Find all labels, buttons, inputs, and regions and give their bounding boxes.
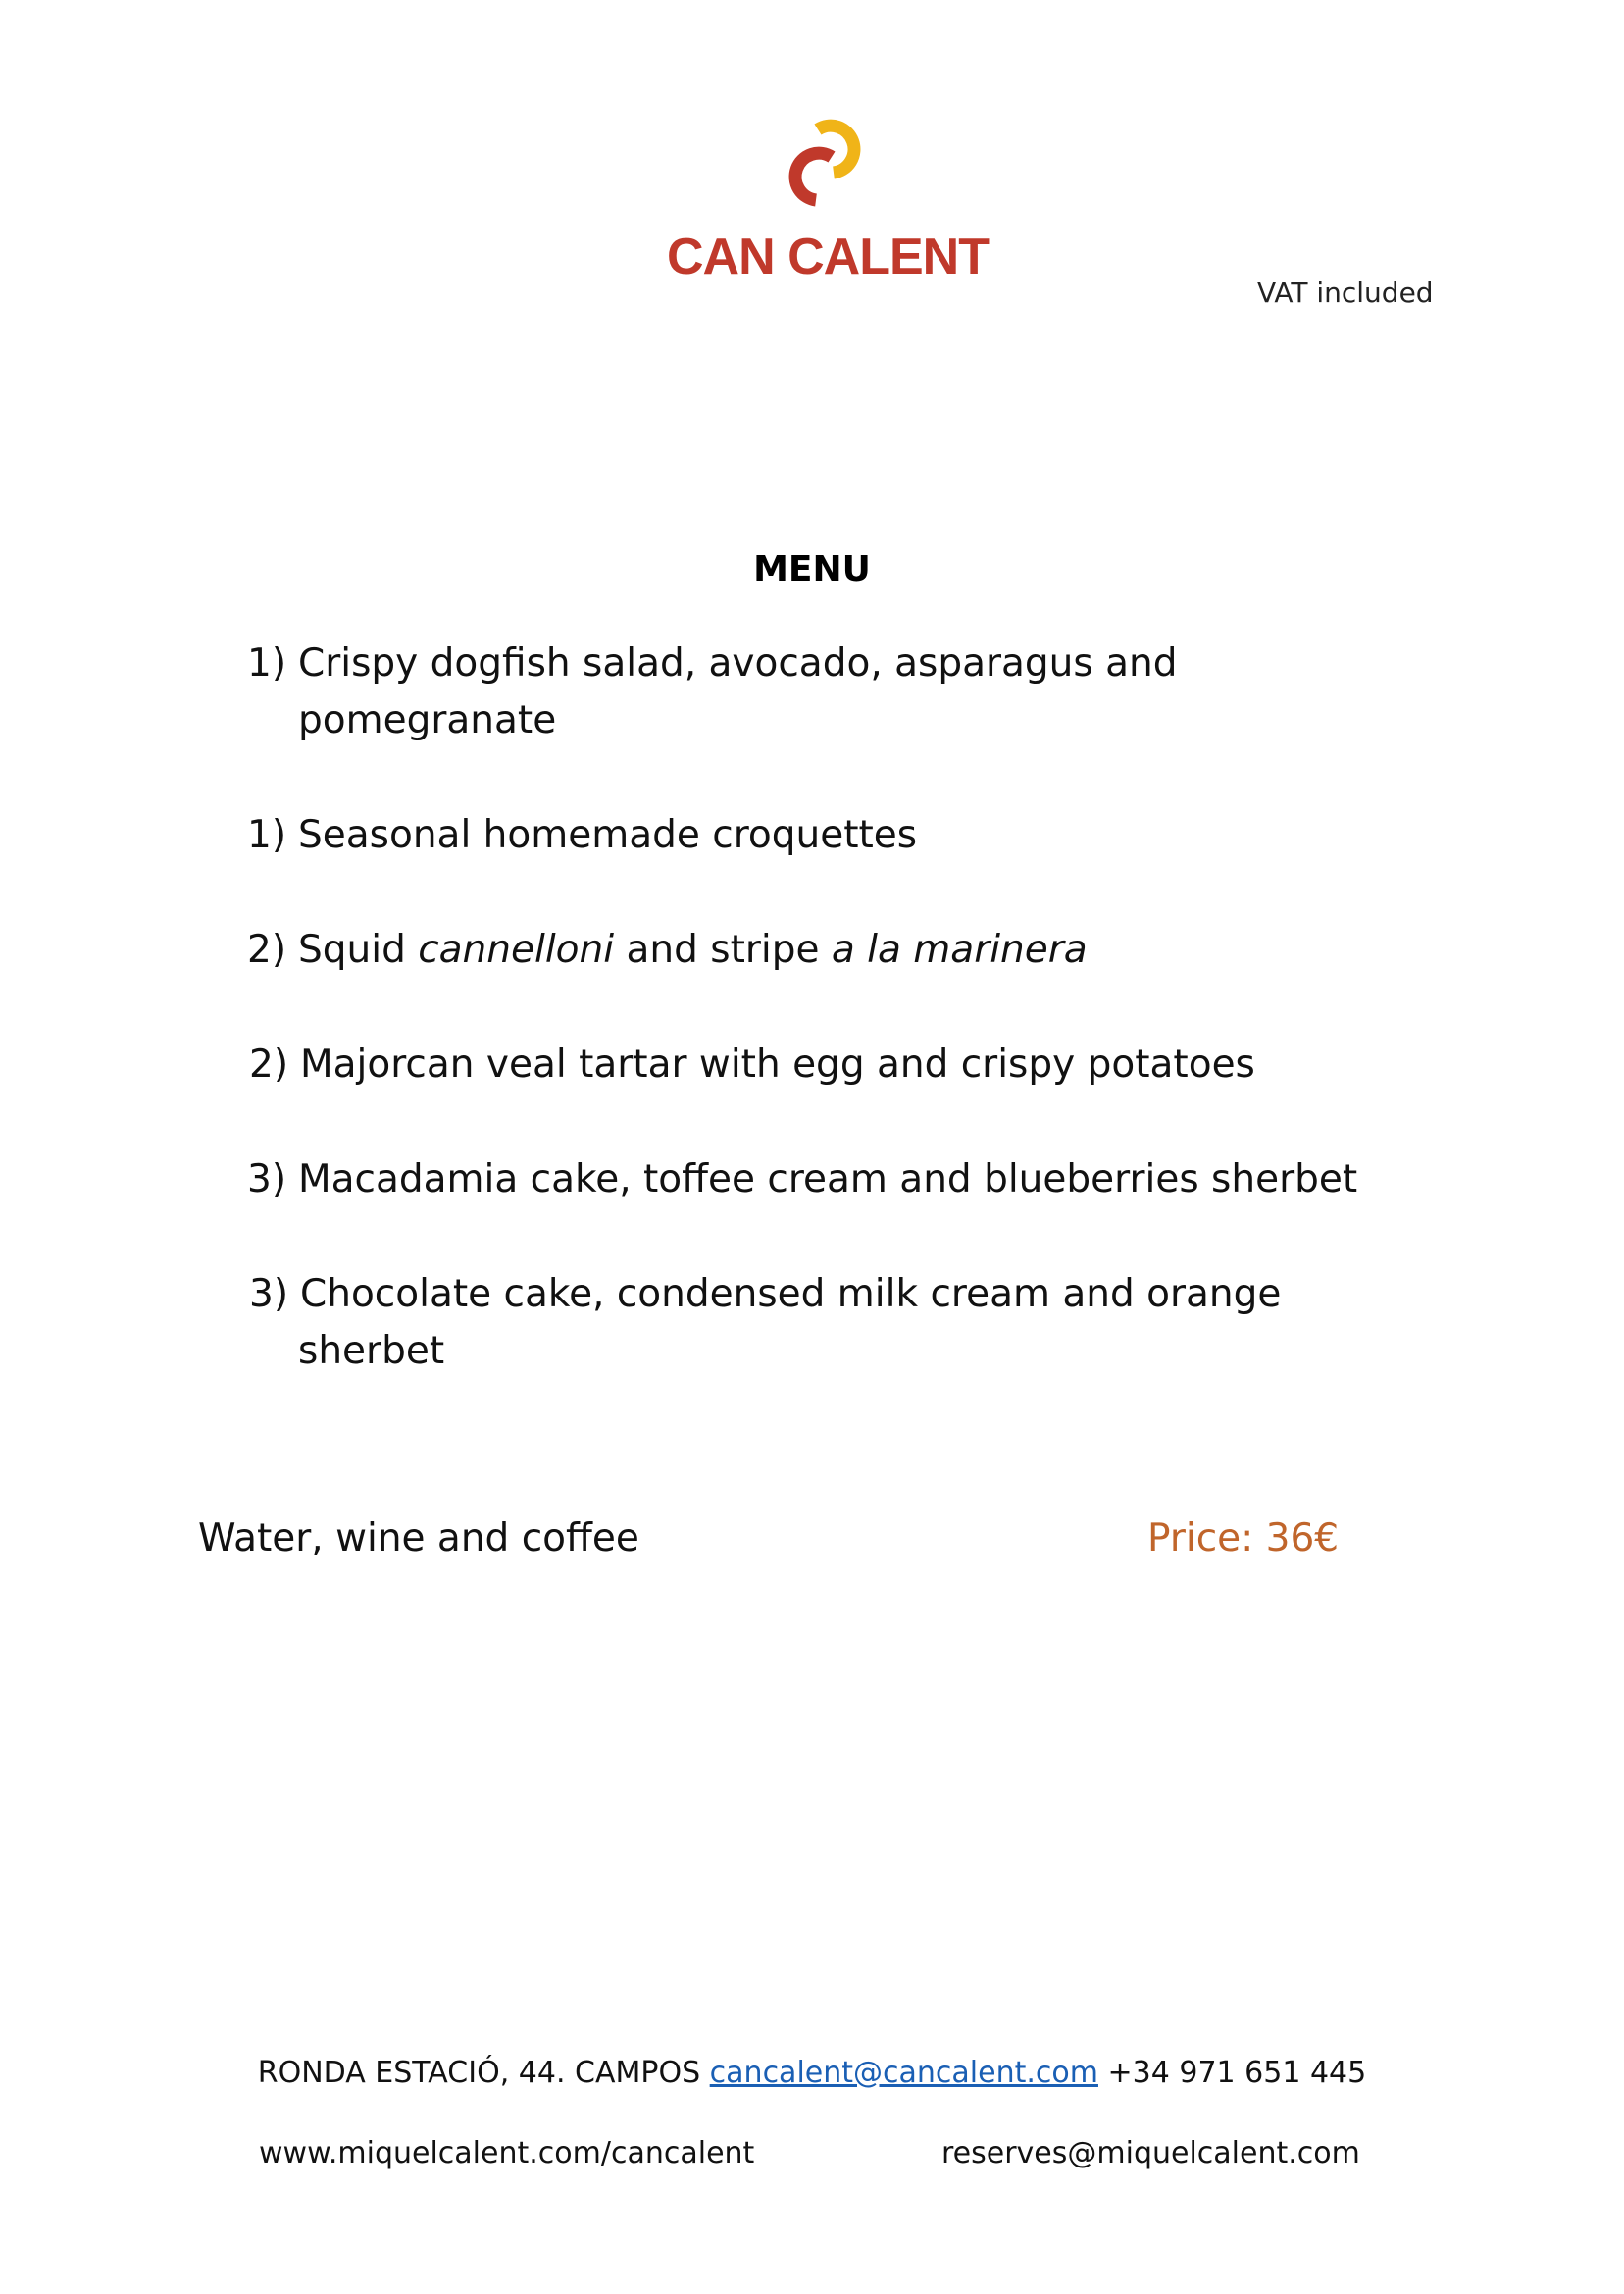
footer-contact-line [0,2056,1624,2090]
menu-item-number: 2) [247,928,287,972]
menu-item-text-italic: cannelloni [418,928,615,972]
menu-item-text: Majorcan veal tartar with egg and crispy potatoes [300,1043,1255,1087]
included-drinks: Water, wine and coffee [198,1516,639,1560]
menu-title: MENU [753,549,871,589]
menu-item-number: 3) [249,1272,289,1316]
logo-text: CAN CALENT [667,229,989,285]
menu-item-text-continued: sherbet [298,1329,445,1373]
menu-item [249,1037,1255,1094]
menu-item-number: 2) [249,1043,289,1087]
menu-item-text: Squid [298,928,419,972]
can-calent-logo-icon [775,110,873,218]
footer-website: www.miquelcalent.com/cancalent [259,2136,755,2170]
menu-item-text: and stripe [614,928,832,972]
menu-item [247,636,1178,749]
menu-item-number: 1) [247,813,287,857]
menu-item-text: Chocolate cake, condensed milk cream and orange [300,1272,1282,1316]
menu-item [247,1151,1357,1208]
menu-item-text: Macadamia cake, toffee cream and blueberries sherbet [298,1157,1358,1201]
footer-reservations-email: reserves@miquelcalent.com [941,2136,1360,2170]
menu-item-number: 1) [247,641,287,686]
footer-email-link[interactable]: cancalent@cancalent.com [709,2056,1098,2090]
footer-phone: +34 971 651 445 [1107,2056,1367,2090]
menu-item [249,1266,1281,1380]
menu-price: Price: 36€ [1147,1516,1340,1560]
menu-item-text-continued: pomegranate [298,698,557,742]
menu-item-text: Seasonal homemade croquettes [298,813,918,857]
menu-item-text-italic: a la marinera [831,928,1088,972]
menu-item [247,807,917,864]
menu-item-text: Crispy dogfish salad, avocado, asparagus and [298,641,1178,686]
menu-item-number: 3) [247,1157,287,1201]
menu-item [247,922,1088,979]
footer-address: RONDA ESTACIÓ, 44. CAMPOS [257,2056,701,2090]
vat-note: VAT included [1257,277,1434,309]
logo [667,110,989,296]
